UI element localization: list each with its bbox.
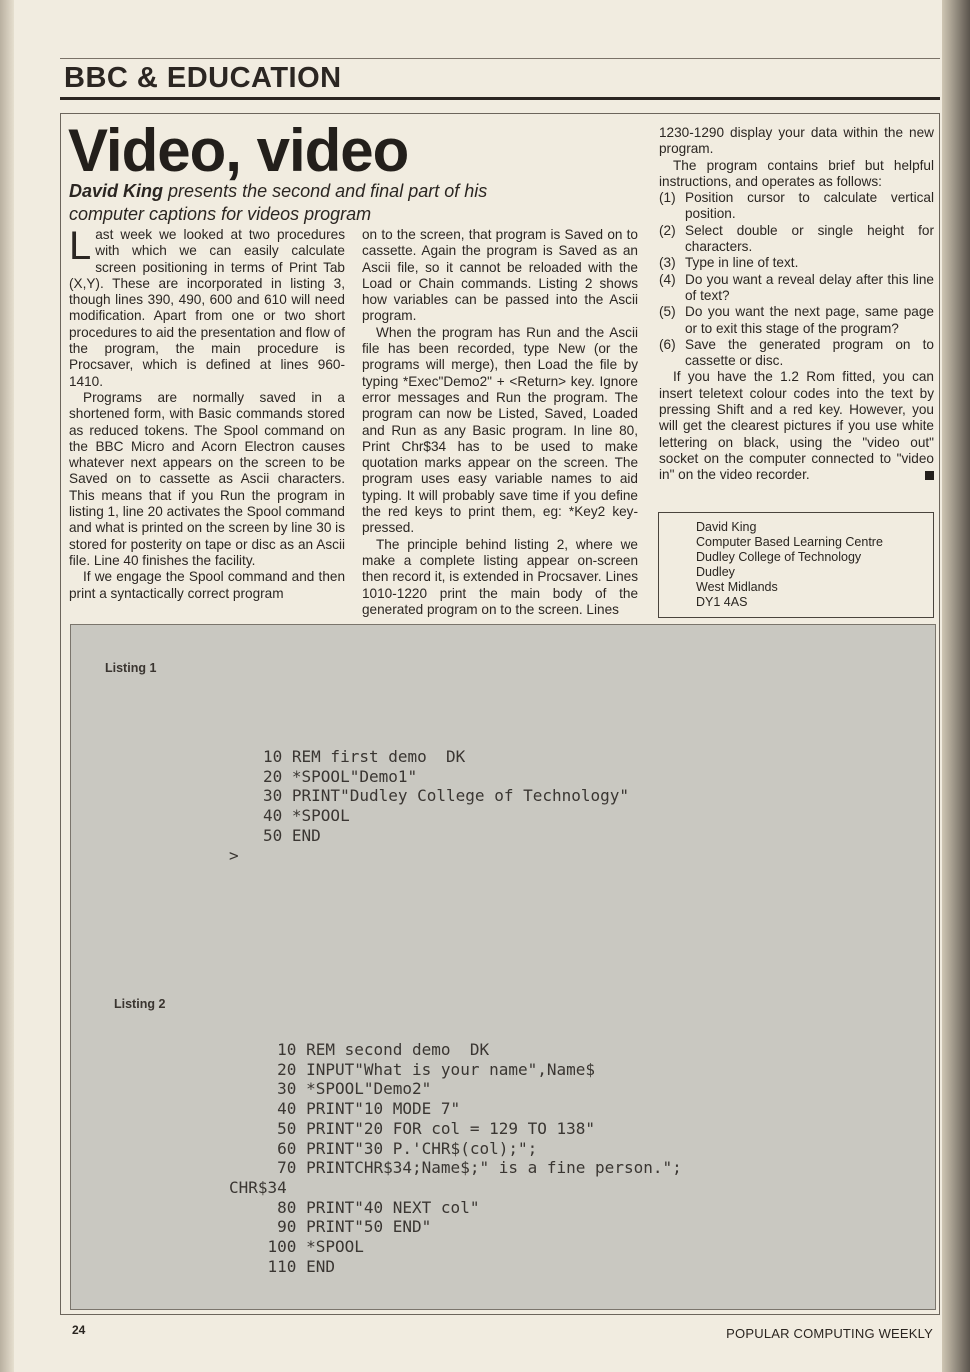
address-line: Computer Based Learning Centre: [696, 535, 883, 549]
address-line: David King: [696, 520, 757, 534]
end-mark-icon: [925, 471, 934, 480]
list-item: (4) Do you want a reveal delay after this line of text?: [659, 271, 934, 303]
body-column-1: [69, 224, 345, 602]
paragraph: The program contains brief but helpful instructions, and operates as follows:: [659, 157, 934, 189]
list-item: (6) Save the generated program on to cassette or disc.: [659, 336, 934, 369]
drop-cap: L: [69, 224, 92, 268]
paragraph: 1230-1290 display your data within the new program.: [659, 125, 934, 157]
section-heading: BBC & EDUCATION: [64, 62, 342, 94]
page-binding-edge: [0, 0, 14, 1372]
standfirst: [69, 180, 529, 226]
magazine-name: POPULAR COMPUTING WEEKLY: [726, 1326, 933, 1341]
listing-1-prompt: >: [229, 846, 239, 865]
standfirst-text: presents the second and final part of his computer captions for videos program: [69, 181, 488, 224]
listing-2-label: Listing 2: [114, 997, 166, 1011]
top-rule: [60, 58, 940, 59]
article-title: Video, video: [68, 117, 409, 184]
author-address-box: [658, 512, 934, 618]
paragraph: Last week we looked at two procedures with which we can easily calculate screen positioning in terms of Print Tab (X,Y). These are incorporated in listing 3, though lines 390, 490, 600 and 610 will need modification. Apart from one or two short procedures to aid the presentation and flow of the program, the main procedure is Procsaver, which is defined at lines 960-1410.: [69, 224, 345, 389]
body-column-2: [362, 227, 638, 618]
page-number: 24: [72, 1323, 86, 1337]
paragraph: Programs are normally saved in a shortened form, with Basic commands stored as reduced tokens. The Spool command on the BBC Micro and Acorn Electron causes whatever next appears on the screen to be Saved on to cassette as Ascii characters. This means that if you Run the program in listing 1, line 20 activates the Spool command and what is printed on the screen by line 30 is stored for posterity on tape or disc as an Ascii file. Line 40 finishes the facility.: [69, 389, 345, 568]
address-line: DY1 4AS: [696, 595, 748, 609]
list-item: (3) Type in line of text.: [659, 255, 799, 271]
instruction-list: [659, 190, 934, 369]
listing-1-code: 10 REM first demo DK 20 *SPOOL"Demo1" 30 PRINT"Dudley College of Technology" 40 *SPOOL 50 END: [263, 747, 630, 845]
page-right-edge: [942, 0, 970, 1372]
list-item: (1) Position cursor to calculate vertical position.: [659, 190, 934, 222]
paragraph: If you have the 1.2 Rom fitted, you can insert teletext colour codes into the text by pressing Shift and a red key. However, you will get the clearest pictures if you use white lettering on black, using the "video out" socket on the computer connected to "video in" on the video recorder.: [659, 369, 934, 483]
address-line: Dudley College of Technology: [696, 550, 862, 564]
listing-2-code: 10 REM second demo DK 20 INPUT"What is your name",Name$ 30 *SPOOL"Demo2" 40 PRINT"10 MODE 7" 50 PRINT"20 FOR col = 129 TO 138" 60 PRINT"30 P.'CHR$(col);"; 70 PRINTCHR$34;Name$;" is a fine person."; CHR$34 80 PRINT"40 NEXT col" 90 PRINT"50 END" 100 *SPOOL 110 END: [229, 1040, 682, 1276]
paragraph: If we engage the Spool command and then print a syntactically correct program: [69, 569, 345, 601]
body-column-3: [659, 125, 934, 484]
list-item: (5) Do you want the next page, same page or to exit this stage of the program?: [659, 304, 934, 336]
listing-1-label: Listing 1: [105, 661, 157, 675]
list-item: (2) Select double or single height for characters.: [659, 222, 934, 255]
heading-rule: [60, 97, 940, 100]
address-line: West Midlands: [696, 580, 778, 594]
paragraph: When the program has Run and the Ascii file has been recorded, type New (or the programs will merge), then Load the file by typing *Exec"Demo2" + <Return> key. Ignore error messages and Run the program. The program can now be Listed, Saved, Loaded and Run as any Basic program. In line 80, Print Chr$34 has to be used to make quotation marks appear on the screen. The program uses easy variable names to aid typing. It will probably save time if you define the red keys to print them, eg: *Key2 key-pressed.: [362, 324, 638, 536]
paragraph: on to the screen, that program is Saved on to cassette. Again the program is Saved as an Ascii file, so it cannot be reloaded with the Load or Chain commands. Listing 2 shows how variables can be passed into the Ascii program.: [362, 227, 638, 324]
paragraph: The principle behind listing 2, where we make a complete listing appear on-screen then record it, is extended in Procsaver. Lines 1010-1220 print the main body of the generated program on to the screen. Lines: [362, 536, 638, 617]
standfirst-author: David King: [69, 181, 164, 201]
address-line: Dudley: [696, 565, 735, 579]
